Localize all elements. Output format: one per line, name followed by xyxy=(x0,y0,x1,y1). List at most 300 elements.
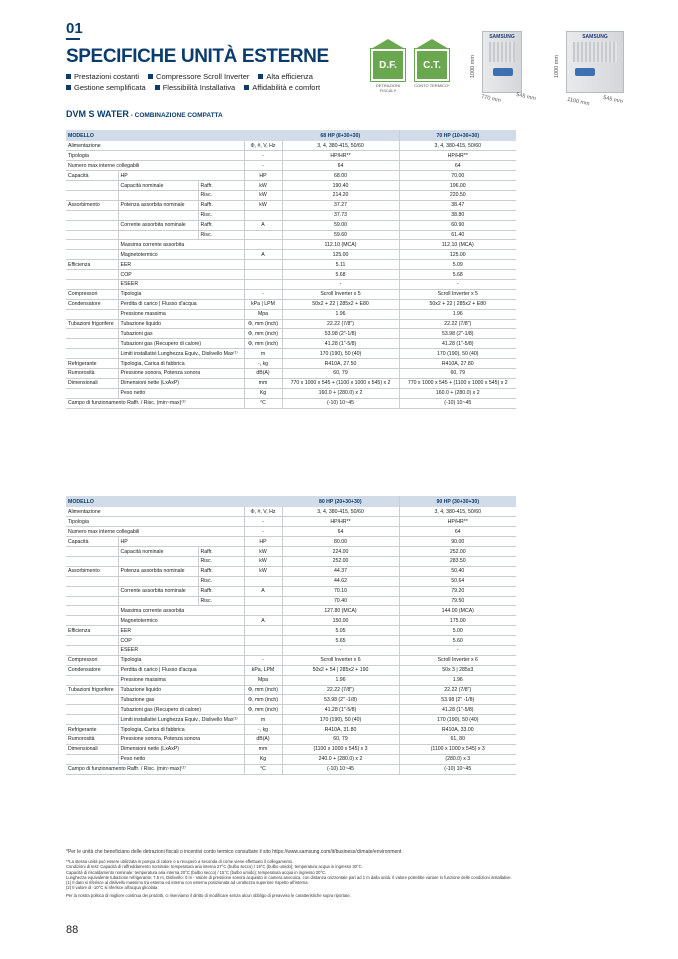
row-label: Numero max interne collegabili xyxy=(66,161,244,171)
row-value-b: 283.50 xyxy=(399,556,516,566)
row-unit: Φ, mm (inch) xyxy=(244,705,282,715)
row-value-b: 125.00 xyxy=(399,250,516,260)
row-unit: Φ, mm (inch) xyxy=(244,339,282,349)
row-label: Alimentazione xyxy=(66,507,244,517)
row-label: Tipologia xyxy=(66,517,244,527)
table-row xyxy=(66,309,516,319)
table-row xyxy=(66,566,516,576)
row-subcategory: Capacità nominale xyxy=(118,181,198,191)
row-value-a: 64 xyxy=(282,161,399,171)
row-value-b: - xyxy=(399,279,516,289)
row-value-b: 112.10 (MCA) xyxy=(399,240,516,250)
table-row xyxy=(66,695,516,705)
unit-height-label: 1000 mm xyxy=(554,55,560,78)
row-unit: A xyxy=(244,586,282,596)
badge-detrazioni-fiscali: D.F. DETRAZIONI FISCALI* xyxy=(368,39,408,93)
row-category: Condensatore xyxy=(66,299,118,309)
unit-depth-label: 545 mm xyxy=(515,91,537,103)
row-mode: Raffr. xyxy=(198,586,244,596)
row-category xyxy=(66,181,118,191)
page-title: SPECIFICHE UNITÀ ESTERNE xyxy=(66,46,329,67)
row-category xyxy=(66,230,118,240)
row-value-b: 61.40 xyxy=(399,230,516,240)
row-unit: - xyxy=(244,527,282,537)
row-subcategory xyxy=(118,556,198,566)
row-mode: Risc. xyxy=(198,230,244,240)
row-subcategory: HP xyxy=(118,537,244,547)
table-row xyxy=(66,240,516,250)
row-unit: HP xyxy=(244,537,282,547)
row-subcategory: COP xyxy=(118,636,244,646)
row-value-a: 59.00 xyxy=(282,220,399,230)
row-unit: Mpa xyxy=(244,675,282,685)
row-subcategory: Peso netto xyxy=(118,388,244,398)
row-value-b: 64 xyxy=(399,161,516,171)
row-category: Efficienza xyxy=(66,626,118,636)
row-value-b: 70.00 xyxy=(399,171,516,181)
row-value-b: 64 xyxy=(399,527,516,537)
row-value-a: 5.65 xyxy=(282,636,399,646)
footnote-line: Capacità di riscaldamento nominale: temperatura aria interna 20°C (bulbo secco) / 15°C (bulbo umido); temperatura acqua in ingresso 20°C. xyxy=(66,869,327,875)
unit-width-label: 770 mm xyxy=(480,93,502,105)
row-value-a: 64 xyxy=(282,527,399,537)
row-subcategory: Tubazione liquido xyxy=(118,319,244,329)
row-subcategory: Tipologia xyxy=(118,655,244,665)
table-row xyxy=(66,190,516,200)
row-subcategory: Tipologia, Carica di fabbrica xyxy=(118,725,244,735)
row-unit: m xyxy=(244,349,282,359)
row-value-b: 175.00 xyxy=(399,616,516,626)
row-subcategory: Peso netto xyxy=(118,754,244,764)
outdoor-unit-large-image: SAMSUNG xyxy=(566,31,624,93)
row-category: Rumorosità xyxy=(66,368,118,378)
spec-table-68-70hp xyxy=(66,130,516,409)
row-unit xyxy=(244,240,282,250)
row-unit: - xyxy=(244,289,282,299)
row-value-b: (280.0) x 3 xyxy=(399,754,516,764)
row-subcategory: Potenza assorbita nominale xyxy=(118,566,198,576)
table-row xyxy=(66,161,516,171)
row-unit: HP xyxy=(244,171,282,181)
table-row xyxy=(66,675,516,685)
row-category xyxy=(66,695,118,705)
row-subcategory: Tubazioni gas xyxy=(118,329,244,339)
row-category xyxy=(66,636,118,646)
table-row xyxy=(66,616,516,626)
row-subcategory: Corrente assorbita nominale xyxy=(118,220,198,230)
row-unit: Φ, mm (inch) xyxy=(244,695,282,705)
unit-width-label: 1100 mm xyxy=(566,96,590,108)
row-value-b: 53.98 (2" -1/8) xyxy=(399,695,516,705)
row-category xyxy=(66,279,118,289)
row-value-b: 50x 3 | 285x3 xyxy=(399,665,516,675)
row-unit: kW xyxy=(244,547,282,557)
row-unit: m xyxy=(244,715,282,725)
table-row xyxy=(66,319,516,329)
row-value-b: 79.20 xyxy=(399,586,516,596)
row-value-a: 44.62 xyxy=(282,576,399,586)
row-unit: kW xyxy=(244,556,282,566)
row-category xyxy=(66,715,118,725)
table-row xyxy=(66,141,516,151)
table-row xyxy=(66,734,516,744)
row-category xyxy=(66,339,118,349)
row-value-a: Scroll Inverter x 6 xyxy=(282,655,399,665)
unit-height-label: 1000 mm xyxy=(470,55,476,78)
row-unit: - xyxy=(244,151,282,161)
row-unit: Φ, mm (inch) xyxy=(244,329,282,339)
outdoor-unit-small-image: SAMSUNG xyxy=(482,31,522,93)
row-value-b: HP/HR** xyxy=(399,517,516,527)
row-value-a: 190.40 xyxy=(282,181,399,191)
row-value-a: 170 (190), 50 (40) xyxy=(282,715,399,725)
row-category: Capacità xyxy=(66,537,118,547)
table-row xyxy=(66,547,516,557)
row-subcategory: Capacità nominale xyxy=(118,547,198,557)
footnote-main: *Per le unità che beneficiano delle detrazioni fiscali o incentivi conto termico consultare il sito https://www.samsung.com/it/business/climate/environment xyxy=(66,849,402,855)
row-mode: Risc. xyxy=(198,210,244,220)
row-unit: A xyxy=(244,616,282,626)
row-subcategory: Potenza assorbita nominale xyxy=(118,200,198,210)
row-value-b: HP/HR** xyxy=(399,151,516,161)
row-subcategory xyxy=(118,230,198,240)
feature-list xyxy=(66,71,320,93)
row-mode: Risc. xyxy=(198,576,244,586)
row-category xyxy=(66,754,118,764)
row-unit xyxy=(244,596,282,606)
row-value-a: (-10) 10~45 xyxy=(282,764,399,774)
row-category xyxy=(66,705,118,715)
table-row xyxy=(66,279,516,289)
row-unit xyxy=(244,576,282,586)
row-value-a: 252.00 xyxy=(282,556,399,566)
row-value-b: 41.28 (1"-5/8) xyxy=(399,705,516,715)
row-category xyxy=(66,250,118,260)
row-value-b: (-10) 10~45 xyxy=(399,764,516,774)
row-value-a: (-10) 10~45 xyxy=(282,398,399,408)
table-row xyxy=(66,685,516,695)
row-category xyxy=(66,388,118,398)
row-value-a: 125.00 xyxy=(282,250,399,260)
row-category: Efficienza xyxy=(66,260,118,270)
row-unit: °C xyxy=(244,398,282,408)
section-subtitle: DVM S WATER - COMBINAZIONE COMPATTA xyxy=(66,109,223,119)
row-value-a: 59.60 xyxy=(282,230,399,240)
row-category: Refrigerante xyxy=(66,725,118,735)
row-value-b: 22.22 (7/8") xyxy=(399,685,516,695)
row-unit: - xyxy=(244,517,282,527)
row-value-b: 160.0 + (280.0) x 2 xyxy=(399,388,516,398)
row-value-b: (1100 x 1000 x 545) x 3 xyxy=(399,744,516,754)
badge-conto-termico: C.T. CONTO TERMICO* xyxy=(412,39,452,88)
row-value-a: 170 (190), 50 (40) xyxy=(282,349,399,359)
row-category xyxy=(66,220,118,230)
table-row xyxy=(66,220,516,230)
row-category: Tubazioni frigorifere xyxy=(66,319,118,329)
row-category xyxy=(66,329,118,339)
row-mode: Raffr. xyxy=(198,547,244,557)
row-unit xyxy=(244,636,282,646)
table-row xyxy=(66,359,516,369)
row-mode: Raffr. xyxy=(198,181,244,191)
house-icon: C.T. xyxy=(415,39,449,81)
row-subcategory: Limiti installativi Lunghezza Equiv., Dislivello Max⁽¹⁾ xyxy=(118,349,244,359)
row-value-b: 5.00 xyxy=(399,626,516,636)
row-mode: Risc. xyxy=(198,556,244,566)
row-unit: Φ, mm (inch) xyxy=(244,319,282,329)
row-subcategory: EER xyxy=(118,260,244,270)
row-value-b: - xyxy=(399,645,516,655)
table-row xyxy=(66,586,516,596)
table-header-row xyxy=(66,496,516,507)
table-header-row xyxy=(66,130,516,141)
row-value-a: 3, 4, 380-415, 50/60 xyxy=(282,141,399,151)
row-unit xyxy=(244,230,282,240)
row-value-a: 770 x 1000 x 545 + (1100 x 1000 x 545) x 2 xyxy=(282,378,399,388)
row-subcategory: Perdita di carico | Flusso d'acqua xyxy=(118,665,244,675)
row-value-b: 3, 4, 380-415, 50/60 xyxy=(399,141,516,151)
row-value-b: 53.98 (2"-1/8) xyxy=(399,329,516,339)
row-value-a: 53.98 (2"-1/8) xyxy=(282,329,399,339)
row-unit xyxy=(244,210,282,220)
footnotes xyxy=(66,850,536,899)
column-header-model-b: 70 HP (10+30+30) xyxy=(399,130,516,141)
row-value-a: HP/HR** xyxy=(282,517,399,527)
row-value-a: 150.00 xyxy=(282,616,399,626)
footnote-line: Condizioni di test: Capacità di raffreddamento nominale: temperatura aria interna 27°C (bulbo secco) / 19°C (bulbo umido); temperatura acqua in ingresso 30°C. xyxy=(66,864,363,870)
feature-item: Prestazioni costanti xyxy=(66,71,139,82)
table-row xyxy=(66,210,516,220)
table-row xyxy=(66,329,516,339)
row-value-b: 22.22 (7/8") xyxy=(399,319,516,329)
table-row xyxy=(66,636,516,646)
row-subcategory: Magnetotermico xyxy=(118,616,244,626)
row-subcategory: Dimensioni nette (LxAxP) xyxy=(118,744,244,754)
table-row xyxy=(66,576,516,586)
row-unit xyxy=(244,626,282,636)
row-value-a: 22.22 (7/8") xyxy=(282,319,399,329)
row-category: Condensatore xyxy=(66,665,118,675)
table-row xyxy=(66,368,516,378)
row-unit: Kg xyxy=(244,388,282,398)
table-row xyxy=(66,596,516,606)
page-number: 88 xyxy=(66,924,79,936)
table-row xyxy=(66,398,516,408)
row-subcategory: Massima corrente assorbita xyxy=(118,240,244,250)
row-unit: Φ, #, V, Hz xyxy=(244,141,282,151)
table-row xyxy=(66,200,516,210)
row-value-a: 41.28 (1"-5/8) xyxy=(282,705,399,715)
row-unit: kW xyxy=(244,200,282,210)
row-value-a: (1100 x 1000 x 545) x 3 xyxy=(282,744,399,754)
table-row xyxy=(66,378,516,388)
house-icon: D.F. xyxy=(371,39,405,81)
table-row xyxy=(66,754,516,764)
row-mode: Raffr. xyxy=(198,566,244,576)
row-subcategory: Limiti installativi Lunghezza Equiv., Dislivello Max⁽¹⁾ xyxy=(118,715,244,725)
row-label: Tipologia xyxy=(66,151,244,161)
row-unit: kW xyxy=(244,181,282,191)
row-value-b: 38.80 xyxy=(399,210,516,220)
table-row xyxy=(66,517,516,527)
feature-item: Affidabilità e comfort xyxy=(244,82,320,93)
table-row xyxy=(66,665,516,675)
table-row xyxy=(66,705,516,715)
row-subcategory xyxy=(118,596,198,606)
row-value-a: 60, 79 xyxy=(282,734,399,744)
table-row xyxy=(66,626,516,636)
table-row xyxy=(66,655,516,665)
row-subcategory: Pressione massima xyxy=(118,675,244,685)
row-value-b: 1.96 xyxy=(399,675,516,685)
row-value-a: - xyxy=(282,645,399,655)
table-row xyxy=(66,388,516,398)
row-category: Dimensionali xyxy=(66,378,118,388)
table-row xyxy=(66,230,516,240)
row-category: Refrigerante xyxy=(66,359,118,369)
row-unit xyxy=(244,279,282,289)
feature-item: Flessibilità Installativa xyxy=(155,82,236,93)
row-value-b: R410A, 33.00 xyxy=(399,725,516,735)
row-value-b: 252.00 xyxy=(399,547,516,557)
row-value-a: R410A, 31.80 xyxy=(282,725,399,735)
table-row xyxy=(66,764,516,774)
row-unit: -, kg xyxy=(244,359,282,369)
table-row xyxy=(66,715,516,725)
column-header-model-a: 68 HP (8+30+30) xyxy=(282,130,399,141)
row-label: Numero max interne collegabili xyxy=(66,527,244,537)
row-unit: kPa | LPM xyxy=(244,299,282,309)
row-unit: kW xyxy=(244,566,282,576)
row-unit: A xyxy=(244,250,282,260)
row-subcategory: Tipologia xyxy=(118,289,244,299)
row-unit: Φ, #, V, Hz xyxy=(244,507,282,517)
column-header-model: MODELLO xyxy=(66,130,282,141)
row-value-b: Scroll Inverter x 5 xyxy=(399,289,516,299)
row-subcategory: Pressione sonora, Potenza sonora xyxy=(118,734,244,744)
row-subcategory: Tipologia, Carica di fabbrica xyxy=(118,359,244,369)
table-row xyxy=(66,270,516,280)
row-unit xyxy=(244,270,282,280)
row-value-b: Scroll Inverter x 6 xyxy=(399,655,516,665)
row-value-b: 220.50 xyxy=(399,190,516,200)
column-header-model-a: 80 HP (20+30+30) xyxy=(282,496,399,507)
row-value-b: 60, 79 xyxy=(399,368,516,378)
row-mode: Risc. xyxy=(198,190,244,200)
table-row xyxy=(66,537,516,547)
row-subcategory: Tubazione liquido xyxy=(118,685,244,695)
row-value-a: 3, 4, 380-415, 50/60 xyxy=(282,507,399,517)
row-value-a: 70.40 xyxy=(282,596,399,606)
row-unit: dB(A) xyxy=(244,734,282,744)
footnote-line: (1) Il dato si riferisce al dislivello massimo tra esterna ed interna con esterna posizionata ad un'altezza superiore rispetto all'interna. xyxy=(66,880,309,886)
row-unit xyxy=(244,606,282,616)
row-value-a: 224.00 xyxy=(282,547,399,557)
row-value-a: 214.20 xyxy=(282,190,399,200)
table-row xyxy=(66,556,516,566)
row-category: Tubazioni frigorifere xyxy=(66,685,118,695)
row-mode: Raffr. xyxy=(198,200,244,210)
row-category: Dimensionali xyxy=(66,744,118,754)
row-category xyxy=(66,616,118,626)
row-unit: °C xyxy=(244,764,282,774)
row-subcategory: Massima corrente assorbita xyxy=(118,606,244,616)
row-subcategory xyxy=(118,210,198,220)
row-value-b: 170 (190), 50 (40) xyxy=(399,715,516,725)
feature-item: Compressore Scroll Inverter xyxy=(148,71,249,82)
row-value-b: 41.28 (1"-5/8) xyxy=(399,339,516,349)
row-category xyxy=(66,270,118,280)
row-unit xyxy=(244,260,282,270)
row-category xyxy=(66,190,118,200)
row-value-a: HP/HR** xyxy=(282,151,399,161)
row-subcategory: Tubazioni gas (Recupero di calore) xyxy=(118,339,244,349)
feature-item: Gestione semplificata xyxy=(66,82,146,93)
row-unit: Φ, mm (inch) xyxy=(244,685,282,695)
row-value-a: 37.73 xyxy=(282,210,399,220)
row-value-b: 38.47 xyxy=(399,200,516,210)
row-subcategory: ESEER xyxy=(118,279,244,289)
row-category xyxy=(66,309,118,319)
column-header-model-b: 90 HP (30+30+30) xyxy=(399,496,516,507)
table-row xyxy=(66,507,516,517)
row-category: Assorbimento xyxy=(66,566,118,576)
spec-table-80-90hp xyxy=(66,496,516,775)
row-unit: mm xyxy=(244,378,282,388)
section-number: 01 xyxy=(66,20,83,37)
row-category xyxy=(66,675,118,685)
row-value-b: 50.40 xyxy=(399,566,516,576)
row-subcategory: Tubazione gas xyxy=(118,695,244,705)
table-row xyxy=(66,299,516,309)
row-value-a: 68.00 xyxy=(282,171,399,181)
row-value-a: 240.0 + (280.0) x 2 xyxy=(282,754,399,764)
row-value-b: 5.60 xyxy=(399,636,516,646)
row-value-b: 60.90 xyxy=(399,220,516,230)
row-unit: dB(A) xyxy=(244,368,282,378)
row-value-b: 3, 4, 380-415, 50/60 xyxy=(399,507,516,517)
row-subcategory: Magnetotermico xyxy=(118,250,244,260)
row-subcategory: Corrente assorbita nominale xyxy=(118,586,198,596)
table-row xyxy=(66,606,516,616)
row-value-b: 770 x 1000 x 545 + (1100 x 1000 x 545) x 2 xyxy=(399,378,516,388)
row-category xyxy=(66,210,118,220)
table-row xyxy=(66,527,516,537)
row-value-b: R410A, 27.80 xyxy=(399,359,516,369)
row-subcategory: Pressione massima xyxy=(118,309,244,319)
row-category xyxy=(66,645,118,655)
row-unit: - xyxy=(244,655,282,665)
row-category xyxy=(66,240,118,250)
row-unit: mm xyxy=(244,744,282,754)
row-value-a: 37.27 xyxy=(282,200,399,210)
row-label: Alimentazione xyxy=(66,141,244,151)
row-subcategory: HP xyxy=(118,171,244,181)
row-unit: A xyxy=(244,220,282,230)
row-category xyxy=(66,606,118,616)
row-value-a: 5.05 xyxy=(282,626,399,636)
row-subcategory: Pressione sonora, Potenza sonora xyxy=(118,368,244,378)
table-row xyxy=(66,349,516,359)
row-category: Compressori xyxy=(66,655,118,665)
table-row xyxy=(66,171,516,181)
table-row xyxy=(66,744,516,754)
row-value-b: 50x2 + 22 | 285x2 + E80 xyxy=(399,299,516,309)
row-value-b: 170 (190), 50 (40) xyxy=(399,349,516,359)
row-value-a: 80.00 xyxy=(282,537,399,547)
row-category: Assorbimento xyxy=(66,200,118,210)
row-value-a: - xyxy=(282,279,399,289)
